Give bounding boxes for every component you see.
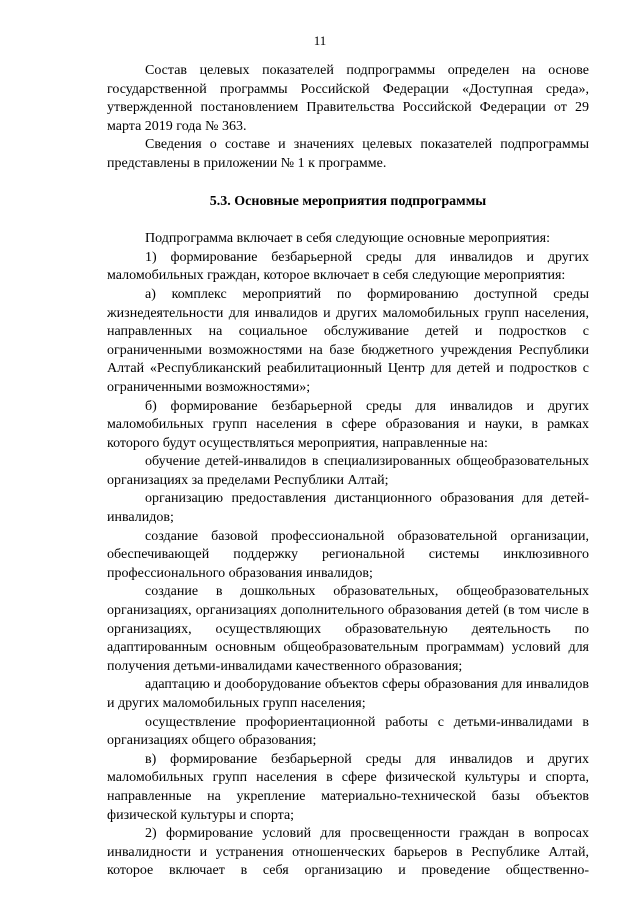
paragraph-intro: Подпрограмма включает в себя следующие основные мероприятия: <box>145 231 550 247</box>
paragraph-remote-education: организацию предоставления дистанционного образования для детей-инвалидов; <box>107 491 589 526</box>
paragraph-base-organization: создание базовой профессиональной образовательной организации, обеспечивающей поддержку региональной системы инклюзивного профессионального образования инвалидов; <box>107 528 589 581</box>
paragraph-item-1a: а) комплекс мероприятий по формированию доступной среды жизнедеятельности для инвалидов и других маломобильных групп населения, направленных на социальное обслуживание детей и подростков с ограниченными возможностями на базе бюджетного учреждения Республики Алтай «Республиканский реабилитационный Центр для детей и подростков с ограниченными возможностями»; <box>107 286 589 395</box>
paragraph-conditions-education: создание в дошкольных образовательных, общеобразовательных организациях, организациях дополнительного образования детей (в том числе в организациях, осуществляющих образовательную деятельность по адаптированным основным общеобразовательным программам) условий для получения детьми-инвалидами качественного образования; <box>107 584 589 674</box>
paragraph-item-1: 1) формирование безбарьерной среды для инвалидов и других маломобильных граждан, которое включает в себя следующие мероприятия: <box>107 249 589 284</box>
paragraph-adaptation-objects: адаптацию и дооборудование объектов сферы образования для инвалидов и других маломобильных групп населения; <box>107 677 589 711</box>
paragraph-target-indicators-basis: Состав целевых показателей подпрограммы определен на основе государственной программы Российской Федерации «Доступная среда», утвержденной постановлением Правительства Российской Федерации от 29 марта 2019 года № 363. <box>107 63 589 134</box>
paragraph-item-2: 2) формирование условий для просвещенности граждан в вопросах инвалидности и устранения отношенческих барьеров в Республике Алтай, которое включает в себя организацию и проведение общественно- <box>107 826 589 879</box>
page-number: 11 <box>313 33 327 48</box>
section-heading: 5.3. Основные мероприятия подпрограммы <box>209 193 487 209</box>
page-body <box>107 62 589 881</box>
paragraph-career-guidance: осуществление профориентационной работы с детьми-инвалидами в организациях общего образования; <box>107 714 589 749</box>
paragraph-training-disabled-children: обучение детей-инвалидов в специализированных общеобразовательных организациях за пределами Республики Алтай; <box>107 454 589 488</box>
paragraph-target-indicators-appendix: Сведения о составе и значениях целевых показателей подпрограммы представлены в приложении № 1 к программе. <box>107 137 589 171</box>
paragraph-item-1b: б) формирование безбарьерной среды для инвалидов и других маломобильных групп населения в сфере образования и науки, в рамках которого будут осуществляться мероприятия, направленные на: <box>107 398 589 451</box>
paragraph-item-1v: в) формирование безбарьерной среды для инвалидов и других маломобильных групп населения в сфере физической культуры и спорта, направленные на укрепление материально-технической базы объектов физической культуры и спорта; <box>107 751 589 823</box>
